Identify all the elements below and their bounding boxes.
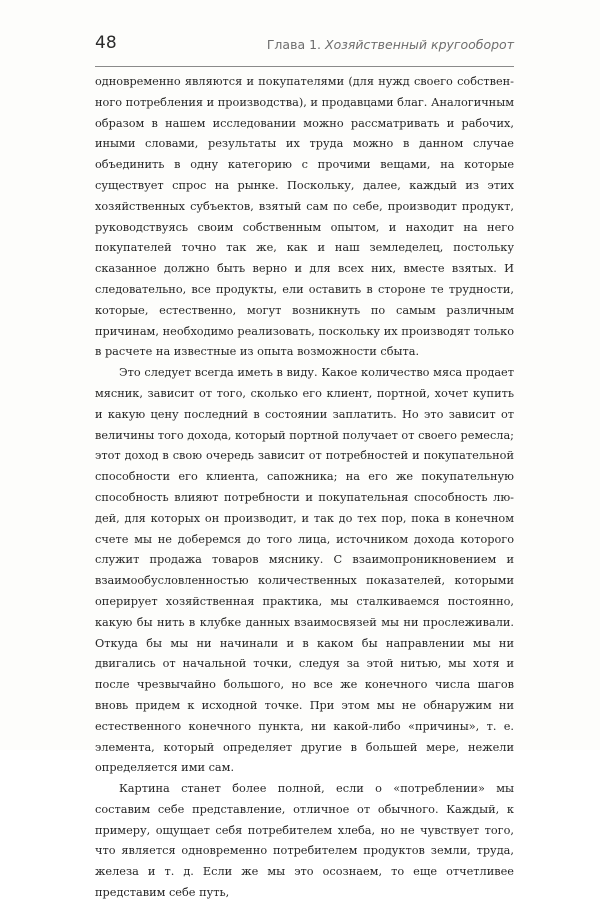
- running-head: [267, 37, 514, 52]
- paragraph: Картина станет более полной, если о «потреблении» мы составим себе представление, отличное от обычного. Каждый, к примеру, ощущает себя потребителем хлеба, но не чувствует того, что является одновременно потребителем продуктов земли, труда, железа и т. д. Если же мы это осознаем, то еще отчетливее представим себе путь,: [95, 782, 514, 900]
- body-text: [95, 72, 514, 904]
- paragraph-continued: одновременно являются и покупателями (для нужд своего собственного потребления и производства), и продавцами благ. Аналогичным образом в нашем исследовании можно рассматривать и рабочих, иными словами, результаты их труда можно в данном случае объединить в одну категорию с прочими вещами, на которые существует спрос на рынке. Поскольку, далее, каждый из этих хозяйственных субъектов, взятый сам по себе, производит продукт, руководствуясь своим собственным опытом, и находит на него покупателей точно так же, как и наш земледелец, постольку сказанное должно быть верно и для всех них, вместе взятых. И следовательно, все продукты, ели оставить в стороне те трудности, которые, естественно, могут возникнуть по самым различным причинам, необходимо реализовать, поскольку их производят только в расчете на известные из опыта возможности сбыта.: [95, 75, 514, 359]
- chapter-title: Хозяйственный кругооборот: [325, 37, 514, 52]
- page-header: [95, 30, 514, 67]
- page-number: 48: [95, 33, 117, 53]
- chapter-label: Глава 1.: [266, 37, 322, 52]
- paragraph: Это следует всегда иметь в виду. Какое количество мяса продает мясник, зависит от того, сколько его клиент, портной, хочет купить и какую цену последний в состоянии заплатить. Но это зависит от величины того дохода, который портной получает от своего ремесла; этот доход в свою очередь зависит от потребностей и покупательной способности его клиента, сапожника; на его же покупательную способность влияют потребности и покупательная способность людей, для которых он производит, и так до тех пор, пока в конечном счете мы не доберемся до того лица, источником дохода которого служит продажа товаров мяснику. С взаимопроникновением и взаимообусловленностью количественных показателей, которыми оперирует хозяйственная практика, мы сталкиваемся постоянно, какую бы нить в клубке данных взаимосвязей мы ни прослеживали. Откуда бы мы ни начинали и в каком бы направлении мы ни двигались от начальной точки, следуя за этой нитью, мы хотя и после чрезвычайно большого, но все же конечного числа шагов вновь придем к исходной точке. При этом мы не обнаружим ни естественного конечного пункта, ни какой-либо «причины», т. е. элемента, который определяет другие в большей мере, нежели определяется ими сам.: [95, 366, 514, 775]
